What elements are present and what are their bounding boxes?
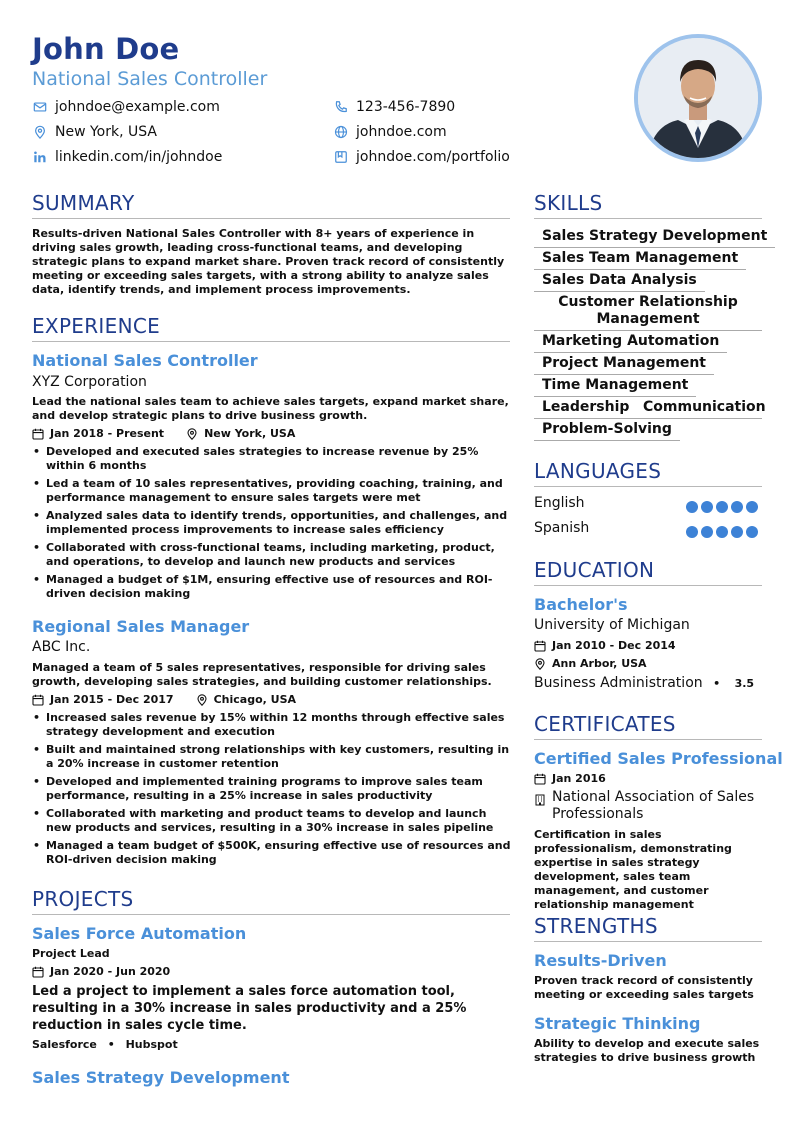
contact-location — [32, 124, 157, 140]
rating-dot — [746, 501, 758, 513]
skills-heading: SKILLS — [534, 191, 603, 215]
education-dates — [534, 639, 676, 652]
summary-divider — [32, 218, 510, 219]
education-location-text: Ann Arbor, USA — [552, 657, 647, 670]
summary-heading: SUMMARY — [32, 191, 135, 215]
list-item: • Managed a budget of $1M, ensuring effective use of resources and ROI-driven decision making — [32, 573, 512, 601]
job-location: Chicago, USA — [213, 693, 297, 706]
project-meta — [32, 965, 170, 978]
project-name: Sales Force Automation — [32, 924, 247, 943]
job-company: XYZ Corporation — [32, 374, 147, 390]
job-meta — [32, 693, 296, 706]
projects-divider — [32, 914, 510, 915]
rating-dot — [701, 501, 713, 513]
list-item: • Increased sales revenue by 15% within 12 months through effective sales strategy development and execution — [32, 711, 512, 739]
skill-tag: Time Management — [534, 377, 696, 397]
skill-tag: Leadership — [534, 399, 637, 419]
language-name: Spanish — [534, 520, 590, 536]
project-role: Project Lead — [32, 947, 110, 960]
contact-linkedin[interactable] — [32, 149, 222, 165]
job-bullets — [32, 445, 512, 605]
job-dates: Jan 2015 - Dec 2017 — [50, 693, 174, 706]
building-icon — [534, 794, 546, 806]
certificate-description: Certification in sales professionalism, demonstrating expertise in sales strategy development, sales team management, and customer relationship management — [534, 828, 732, 911]
job-meta — [32, 427, 295, 440]
job-company: ABC Inc. — [32, 639, 91, 655]
certificates-heading: CERTIFICATES — [534, 712, 676, 736]
rating-dot — [746, 526, 758, 538]
candidate-name: John Doe — [32, 32, 180, 66]
skill-tag: Marketing Automation — [534, 333, 727, 353]
calendar-icon — [32, 966, 44, 978]
skill-tag: Project Management — [534, 355, 714, 375]
skill-tag: Communication — [635, 399, 762, 419]
skill-tag: Sales Team Management — [534, 250, 746, 270]
candidate-title: National Sales Controller — [32, 68, 268, 90]
list-item: • Collaborated with cross-functional teams, including marketing, product, and operations, to develop and launch new products and services — [32, 541, 512, 569]
rating-dot — [731, 501, 743, 513]
list-item: • Built and maintained strong relationships with key customers, resulting in a 20% increase in customer retention — [32, 743, 512, 771]
skill-tag: Customer Relationship Management — [534, 294, 762, 331]
location-pin-icon — [196, 694, 208, 706]
location-pin-icon — [32, 124, 48, 140]
tag-separator: • — [107, 1038, 115, 1051]
languages-heading: LANGUAGES — [534, 459, 662, 483]
calendar-icon — [32, 428, 44, 440]
website-text: johndoe.com — [356, 124, 447, 140]
phone-icon — [333, 99, 349, 115]
tag: Hubspot — [125, 1038, 178, 1051]
contact-email[interactable] — [32, 99, 220, 115]
list-item: • Developed and implemented training programs to improve sales team performance, resulting in a 25% increase in sales productivity — [32, 775, 512, 803]
calendar-icon — [534, 640, 546, 652]
project-description: Led a project to implement a sales force automation tool, resulting in a 30% increase in sales productivity and a 25% reduction in sales cycle time. — [32, 984, 467, 1033]
linkedin-icon — [32, 149, 48, 165]
degree: Bachelor's — [534, 595, 628, 614]
contact-portfolio[interactable] — [333, 149, 510, 165]
language-name: English — [534, 495, 585, 511]
certificate-date-text: Jan 2016 — [552, 772, 606, 785]
portfolio-icon — [333, 149, 349, 165]
education-heading: EDUCATION — [534, 558, 655, 582]
rating-dot — [701, 526, 713, 538]
experience-heading: EXPERIENCE — [32, 314, 161, 338]
education-date-text: Jan 2010 - Dec 2014 — [552, 639, 676, 652]
skill-tag: Sales Data Analysis — [534, 272, 705, 292]
skills-divider — [534, 218, 762, 219]
education-location — [534, 657, 647, 670]
job-role: National Sales Controller — [32, 351, 258, 370]
linkedin-text: linkedin.com/in/johndoe — [55, 149, 223, 165]
strengths-heading: STRENGTHS — [534, 914, 658, 938]
location-pin-icon — [186, 428, 198, 440]
list-item: • Developed and executed sales strategies to increase revenue by 25% within 6 months — [32, 445, 512, 473]
language-rating — [686, 526, 758, 538]
rating-dot — [686, 526, 698, 538]
list-item: • Led a team of 10 sales representatives, providing coaching, training, and performance management to ensure sales targets were met — [32, 477, 512, 505]
job-role: Regional Sales Manager — [32, 617, 250, 636]
certificate-date — [534, 772, 606, 785]
gpa-value: 3.5 — [734, 677, 755, 690]
experience-divider — [32, 341, 510, 342]
job-dates: Jan 2018 - Present — [50, 427, 165, 440]
languages-divider — [534, 486, 762, 487]
list-item: • Analyzed sales data to identify trends, opportunities, and challenges, and implemented process improvements to increase sales efficiency — [32, 509, 512, 537]
location-pin-icon — [534, 658, 546, 670]
strength-description: Ability to develop and execute sales strategies to drive business growth — [534, 1037, 760, 1064]
project-dates: Jan 2020 - Jun 2020 — [50, 965, 171, 978]
project-tags — [32, 1038, 178, 1051]
summary-text: Results-driven National Sales Controller with 8+ years of experience in driving sales growth, leading cross-functional teams, and developing strategic plans to expand market share. Proven track record of consistently meeting or exceeding sales targets, with a strong ability to analyze sales data, identify trends, and implement process improvements. — [32, 227, 505, 296]
job-bullets — [32, 711, 512, 871]
education-divider — [534, 585, 762, 586]
certificate-issuer-text: National Association of Sales Professionals — [552, 789, 755, 822]
projects-heading: PROJECTS — [32, 887, 134, 911]
certificates-divider — [534, 739, 762, 740]
certificate-issuer — [534, 789, 764, 823]
gpa-separator: • — [713, 677, 721, 690]
phone-text: 123-456-7890 — [356, 99, 456, 115]
calendar-icon — [534, 773, 546, 785]
strengths-divider — [534, 941, 762, 942]
skill-tag: Problem-Solving — [534, 421, 680, 441]
contact-website[interactable] — [333, 124, 447, 140]
project-name: Sales Strategy Development — [32, 1068, 290, 1087]
email-text: johndoe@example.com — [55, 99, 220, 115]
certificate-name: Certified Sales Professional — [534, 749, 783, 768]
list-item: • Managed a team budget of $500K, ensuring effective use of resources and ROI-driven decision making — [32, 839, 512, 867]
profile-photo — [634, 34, 762, 162]
job-description: Lead the national sales team to achieve sales targets, expand market share, and develop strategic plans to drive business growth. — [32, 395, 509, 422]
strength-description: Proven track record of consistently meeting or exceeding sales targets — [534, 974, 754, 1001]
profile-photo-illustration — [638, 38, 758, 158]
skill-tag: Sales Strategy Development — [534, 228, 775, 248]
strength-name: Results-Driven — [534, 951, 667, 970]
globe-icon — [333, 124, 349, 140]
field-text: Business Administration — [534, 675, 703, 691]
job-description: Managed a team of 5 sales representatives, responsible for driving sales growth, developing sales strategies, and building customer relationships. — [32, 661, 492, 688]
rating-dot — [686, 501, 698, 513]
field-of-study — [534, 675, 754, 691]
language-rating — [686, 501, 758, 513]
portfolio-text: johndoe.com/portfolio — [356, 149, 510, 165]
job-location: New York, USA — [204, 427, 296, 440]
school-name: University of Michigan — [534, 617, 690, 633]
contact-phone[interactable] — [333, 99, 455, 115]
strength-name: Strategic Thinking — [534, 1014, 701, 1033]
rating-dot — [716, 501, 728, 513]
location-text: New York, USA — [55, 124, 157, 140]
envelope-icon — [32, 99, 48, 115]
rating-dot — [716, 526, 728, 538]
rating-dot — [731, 526, 743, 538]
tag: Salesforce — [32, 1038, 97, 1051]
calendar-icon — [32, 694, 44, 706]
list-item: • Collaborated with marketing and product teams to develop and launch new products and services, resulting in a 30% increase in sales pipeline — [32, 807, 512, 835]
